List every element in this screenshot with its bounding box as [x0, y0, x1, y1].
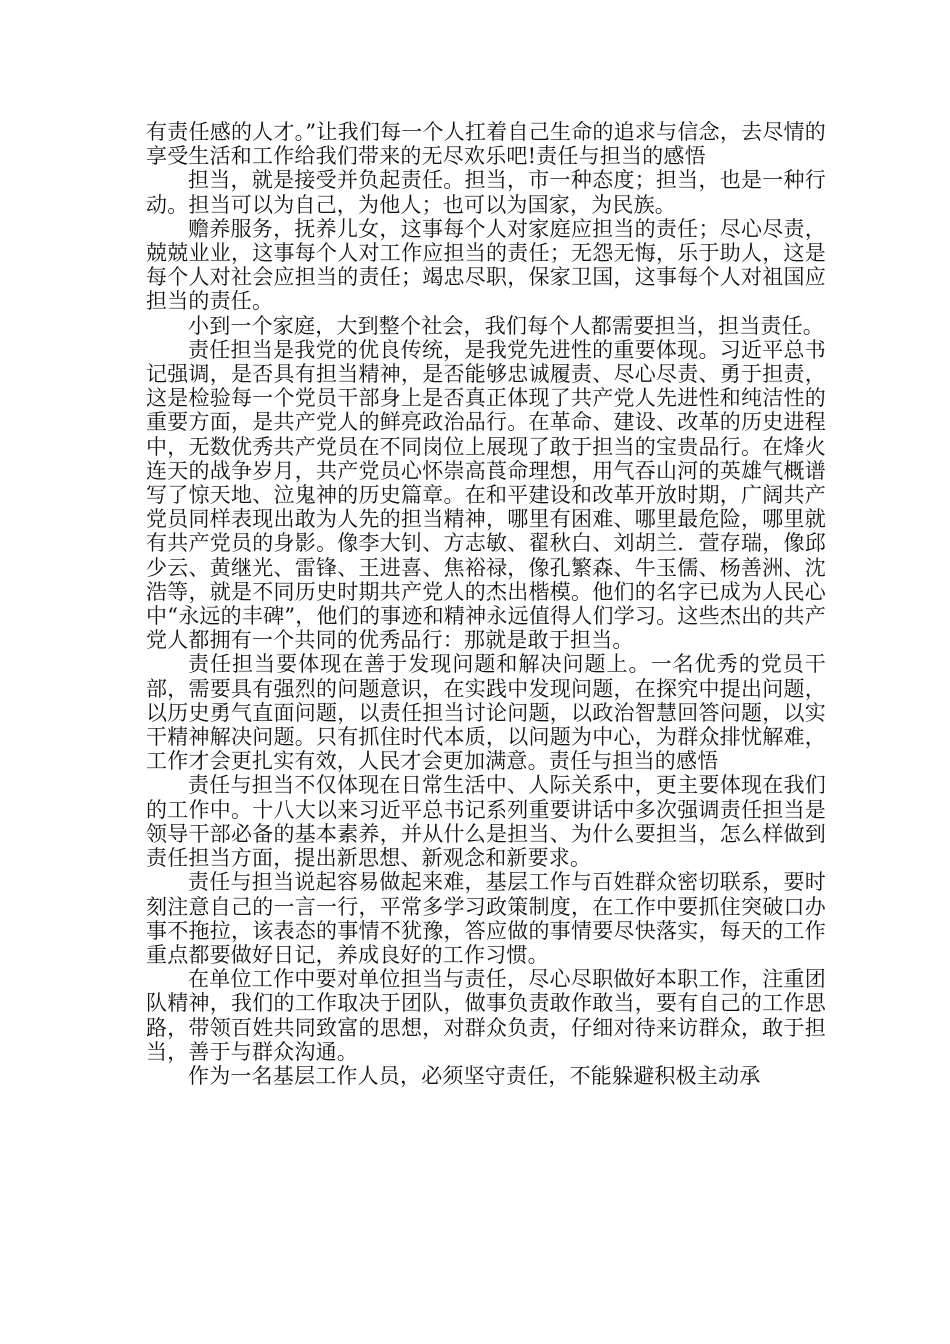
document-body [146, 120, 826, 1088]
paragraph: 责任与担当说起容易做起来难，基层工作与百姓群众密切联系，要时刻注意自己的一言一行，平常多学习政策制度，在工作中要抓住突破口办事不拖拉，该表态的事情不犹豫，答应做的事情要尽快落实，每天的工作重点都要做好日记，养成良好的工作习惯。 [146, 870, 826, 967]
paragraph: 赡养服务，抚养儿女，这事每个人对家庭应担当的责任；尽心尽责，兢兢业业，这事每个人对工作应担当的责任；无怨无悔，乐于助人，这是每个人对社会应担当的责任；竭忠尽职，保家卫国，这事每个人对祖国应担当的责任。 [146, 216, 826, 314]
paragraph: 责任与担当不仅体现在日常生活中、人际关系中，更主要体现在我们的工作中。十八大以来习近平总书记系列重要讲话中多次强调责任担当是领导干部必备的基本素养，并从什么是担当、为什么要担当，怎么样做到责任担当方面，提出新思想、新观念和新要求。 [146, 773, 826, 871]
paragraph: 在单位工作中要对单位担当与责任，尽心尽职做好本职工作，注重团队精神，我们的工作取决于团队，做事负责敢作敢当，要有自己的工作思路，带领百姓共同致富的思想，对群众负责，仔细对待来访群众，敢于担当，善于与群众沟通。 [146, 967, 826, 1064]
paragraph: 小到一个家庭，大到整个社会，我们每个人都需要担当，担当责任。 [188, 313, 824, 338]
paragraph: 作为一名基层工作人员，必须坚守责任，不能躲避积极主动承 [188, 1063, 761, 1088]
paragraph: 责任担当是我党的优良传统，是我党先进性的重要体现。习近平总书记强调，是否具有担当精神，是否能够忠诚履责、尽心尽责、勇于担责，这是检验每一个党员干部身上是否真正体现了共产党人先进性和纯洁性的重要方面，是共产党人的鲜亮政治品行。在革命、建设、改革的历史进程中，无数优秀共产党员在不同岗位上展现了敢于担当的宝贵品行。在烽火连天的战争岁月，共产党员心怀崇高莨命理想，用气吞山河的英雄气概谱写了惊天地、泣鬼神的历史篇章。在和平建设和改革开放时期，广阔共产党员同样表现出敢为人先的担当精神，哪里有困难、哪里最危险，哪里就有共产党员的身影。像李大钊、方志敏、翟秋白、刘胡兰．萱存瑞，像邱少云、黄继光、雷锋、王进喜、焦裕禄，像孔繁森、牛玉儒、杨善洲、沈浩等，就是不同历史时期共产党人的杰出楷模。他们的名字已成为人民心中“永远的丰碑”，他们的事迹和精神永远值得人们学习。这些杰出的共产党人都拥有一个共同的优秀品行：那就是敢于担当。 [146, 337, 826, 653]
paragraph: 责任担当要体现在善于发现问题和解决问题上。一名优秀的党员干部，需要具有强烈的问题意识，在实践中发现问题，在探究中提出问题，以历史勇气直面问题，以责任担当讨论问题，以政治智慧回答问题，以实干精神解决问题。只有抓住时代本质，以问题为中心，为群众排忧解难，工作才会更扎实有效，人民才会更加满意。责任与担当的感悟 [146, 652, 826, 774]
paragraph-continuation: 有责任感的人才。”让我们每一个人扛着自己生命的追求与信念，去尽情的享受生活和工作给我们带来的无尽欢乐吧!责任与担当的感悟 [146, 120, 826, 169]
paragraph: 担当，就是接受并负起责任。担当，市一种态度；担当，也是一种行动。担当可以为自己，为他人；也可以为国家，为民族。 [146, 168, 826, 217]
